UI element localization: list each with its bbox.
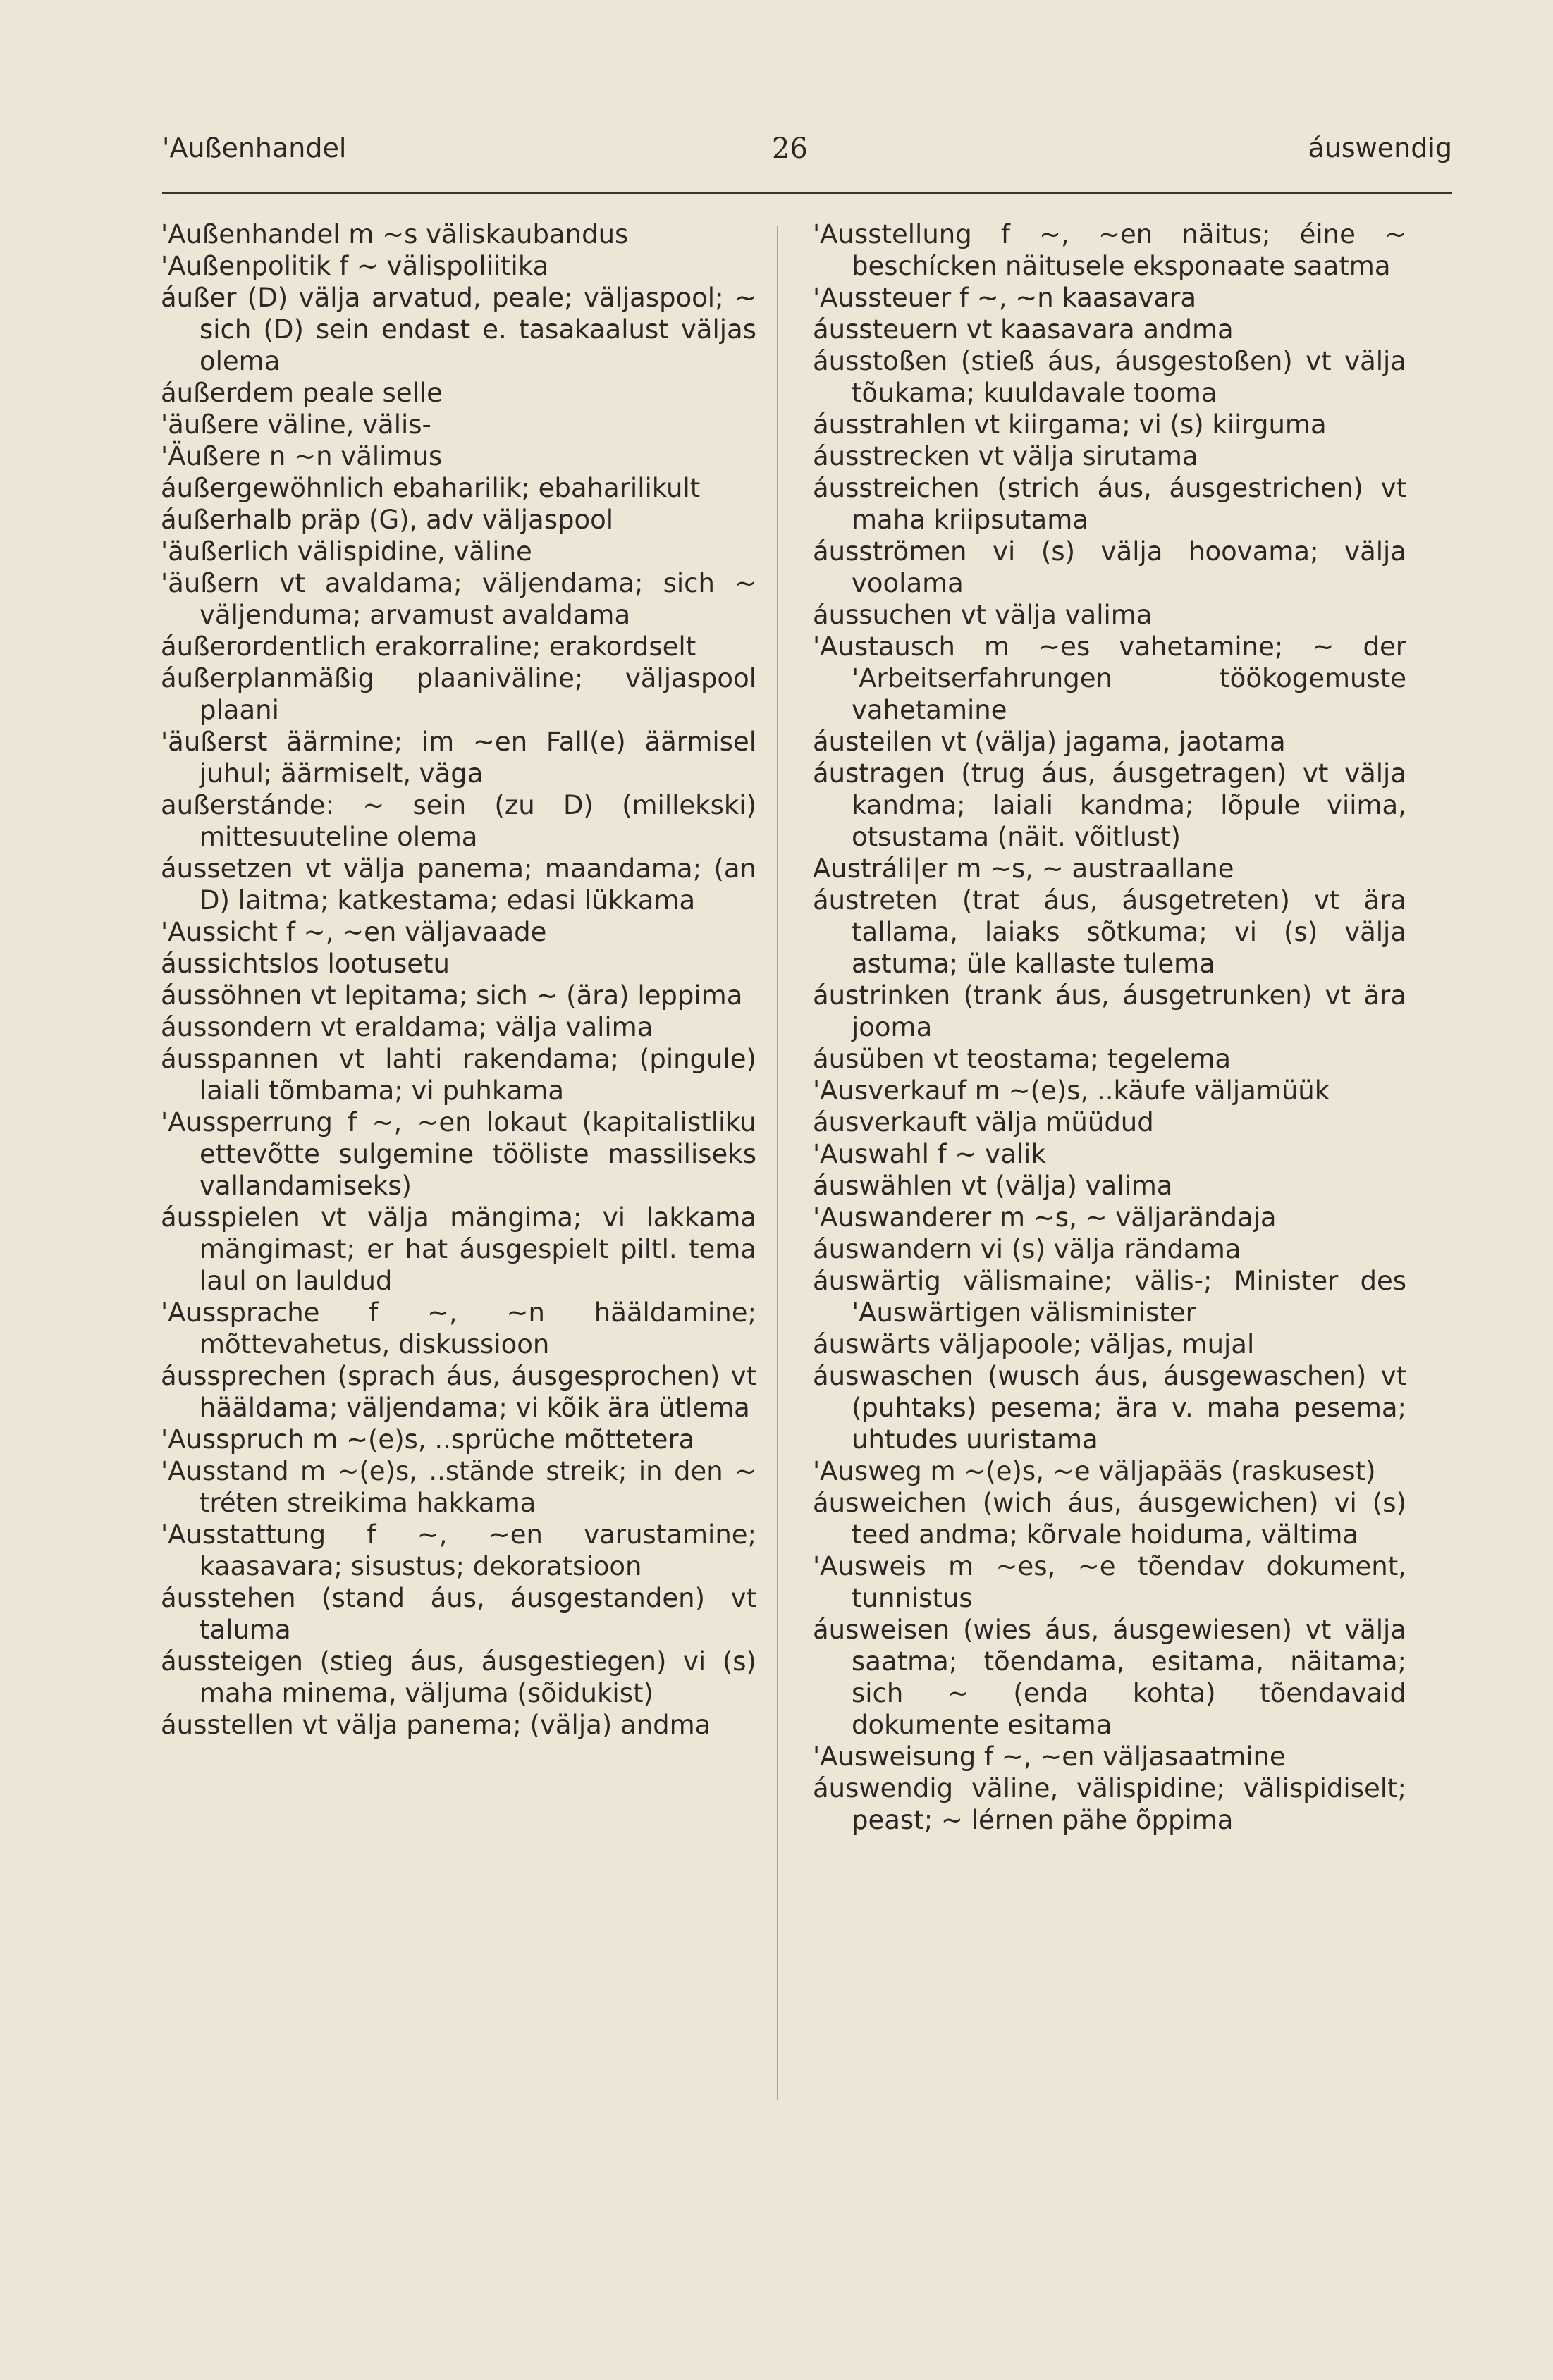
dictionary-entry: áustreten (trat áus, áusgetreten) vt ära tallama, laiaks sõtkuma; vi (s) välja astuma; üle kallaste tulema (813, 885, 1406, 979)
dictionary-entry: áusteilen vt (välja) jagama, jaotama (813, 727, 1286, 757)
dictionary-entry: 'äußern vt avaldama; väljendama; sich ~ väljenduma; arvamust avaldama (161, 568, 756, 630)
dictionary-entry: außerstánde: ~ sein (zu D) (millekski) mittesuuteline olema (161, 790, 756, 852)
dictionary-entry: 'Ausstattung f ~, ~en varustamine; kaasavara; sisustus; dekoratsioon (161, 1519, 756, 1581)
dictionary-entry: áussuchen vt välja valima (813, 600, 1153, 630)
header-first-headword: 'Außenhandel (162, 132, 347, 164)
dictionary-entry: áusüben vt teostama; tegelema (813, 1044, 1232, 1074)
dictionary-entry: áusströmen vi (s) välja hoovama; välja voolama (813, 536, 1406, 598)
dictionary-entry: áusstrecken vt välja sirutama (813, 441, 1198, 471)
dictionary-entry: 'Aussprache f ~, ~n hääldamine; mõttevahetus, diskussioon (161, 1297, 756, 1359)
dictionary-entry: áußergewöhnlich ebaharilik; ebaharilikult (161, 473, 701, 503)
dictionary-entry: áustragen (trug áus, áusgetragen) vt välja kandma; laiali kandma; lõpule viima, otsustama (näit. võitlust) (813, 758, 1406, 852)
dictionary-entry: áußer (D) välja arvatud, peale; väljaspool; ~ sich (D) sein endast e. tasakaalust väljas olema (161, 283, 756, 376)
dictionary-entry: 'Aussicht f ~, ~en väljavaade (161, 917, 547, 947)
dictionary-entry: 'Ausstand m ~(e)s, ..stände streik; in den ~ tréten streikima hakkama (161, 1456, 756, 1518)
dictionary-entry: áuswendig väline, välispidine; välispidiselt; peast; ~ lérnen pähe õppima (813, 1773, 1406, 1835)
dictionary-entry: áussöhnen vt lepitama; sich ~ (ära) leppima (161, 980, 743, 1011)
right-column (813, 218, 1406, 1836)
header-last-headword: áuswendig (1308, 132, 1452, 164)
dictionary-entry: 'Ausspruch m ~(e)s, ..sprüche mõttetera (161, 1424, 695, 1455)
dictionary-entry: áussondern vt eraldama; välja valima (161, 1012, 653, 1042)
dictionary-entry: 'Aussperrung f ~, ~en lokaut (kapitalistliku ettevõtte sulgemine tööliste massiliseks vallandamiseks) (161, 1107, 756, 1201)
dictionary-entry: áuswaschen (wusch áus, áusgewaschen) vt (puhtaks) pesema; ära v. maha pesema; uhtudes uuristama (813, 1361, 1406, 1455)
dictionary-entry: 'Außenhandel m ~s väliskaubandus (161, 219, 629, 249)
dictionary-entry: áuswählen vt (välja) valima (813, 1171, 1173, 1201)
dictionary-entry: áussprechen (sprach áus, áusgesprochen) vt hääldama; väljendama; vi kõik ära ütlema (161, 1361, 756, 1423)
left-column (161, 218, 756, 1741)
dictionary-entry: áusweichen (wich áus, áusgewichen) vi (s) teed andma; kõrvale hoiduma, vältima (813, 1488, 1406, 1550)
dictionary-entry: 'Austausch m ~es vahetamine; ~ der 'Arbeitserfahrungen töökogemuste vahetamine (813, 631, 1406, 725)
dictionary-entry: áussteigen (stieg áus, áusgestiegen) vi (s) maha minema, väljuma (sõidukist) (161, 1646, 756, 1708)
header-rule (162, 192, 1452, 194)
dictionary-entry: áußerdem peale selle (161, 378, 443, 408)
dictionary-entry: áusstoßen (stieß áus, áusgestoßen) vt välja tõukama; kuuldavale tooma (813, 346, 1406, 408)
dictionary-entry: áuswandern vi (s) välja rändama (813, 1234, 1241, 1264)
dictionary-entry: áussichtslos lootusetu (161, 949, 450, 979)
dictionary-entry: áusstellen vt välja panema; (välja) andma (161, 1710, 711, 1740)
dictionary-entry: 'Auswahl f ~ valik (813, 1139, 1046, 1169)
dictionary-entry: 'äußere väline, välis- (161, 409, 431, 440)
column-divider (777, 226, 778, 2100)
dictionary-entry: áußerhalb präp (G), adv väljaspool (161, 505, 614, 535)
dictionary-entry: 'äußerlich välispidine, väline (161, 536, 532, 567)
dictionary-entry: áusverkauft välja müüdud (813, 1107, 1154, 1137)
dictionary-entry: áustrinken (trank áus, áusgetrunken) vt ära jooma (813, 980, 1406, 1042)
page-number: 26 (772, 132, 808, 165)
dictionary-entry: áussteuern vt kaasavara andma (813, 314, 1234, 345)
dictionary-entry: áuswärts väljapoole; väljas, mujal (813, 1329, 1255, 1359)
dictionary-entry: áuswärtig välismaine; välis-; Minister des 'Auswärtigen välisminister (813, 1266, 1406, 1328)
dictionary-entry: 'Äußere n ~n välimus (161, 441, 443, 471)
dictionary-entry: 'Ausweisung f ~, ~en väljasaatmine (813, 1741, 1286, 1772)
dictionary-entry: áusstrahlen vt kiirgama; vi (s) kiirguma (813, 409, 1327, 440)
dictionary-entry: áußerplanmäßig plaaniväline; väljaspool plaani (161, 663, 756, 725)
dictionary-entry: 'äußerst äärmine; im ~en Fall(e) äärmisel juhul; äärmiselt, väga (161, 727, 756, 789)
page-header (162, 132, 1452, 182)
dictionary-entry: 'Aussteuer f ~, ~n kaasavara (813, 283, 1196, 313)
dictionary-entry: áusweisen (wies áus, áusgewiesen) vt välja saatma; tõendama, esitama, näitama; sich ~ (enda kohta) tõendavaid dokumente esitama (813, 1615, 1406, 1740)
dictionary-entry: 'Ausstellung f ~, ~en näitus; éine ~ beschícken näitusele eksponaate saatma (813, 219, 1406, 281)
dictionary-entry: áusstehen (stand áus, áusgestanden) vt taluma (161, 1583, 756, 1645)
dictionary-entry: áusstreichen (strich áus, áusgestrichen) vt maha kriipsutama (813, 473, 1406, 535)
dictionary-entry: 'Ausweg m ~(e)s, ~e väljapääs (raskusest) (813, 1456, 1376, 1486)
dictionary-entry: áussetzen vt välja panema; maandama; (an D) laitma; katkestama; edasi lükkama (161, 853, 756, 915)
dictionary-entry: áusspielen vt välja mängima; vi lakkama mängimast; er hat áusgespielt piltl. tema laul on lauldud (161, 1202, 756, 1296)
dictionary-entry: Austráli|er m ~s, ~ austraallane (813, 853, 1234, 884)
dictionary-entry: 'Außenpolitik f ~ välispoliitika (161, 251, 549, 281)
dictionary-entry: 'Auswanderer m ~s, ~ väljarändaja (813, 1202, 1277, 1233)
dictionary-entry: 'Ausverkauf m ~(e)s, ..käufe väljamüük (813, 1075, 1330, 1106)
dictionary-entry: áußerordentlich erakorraline; erakordselt (161, 631, 696, 662)
dictionary-entry: 'Ausweis m ~es, ~e tõendav dokument, tunnistus (813, 1551, 1406, 1613)
dictionary-entry: áusspannen vt lahti rakendama; (pingule) laiali tõmbama; vi puhkama (161, 1044, 756, 1106)
